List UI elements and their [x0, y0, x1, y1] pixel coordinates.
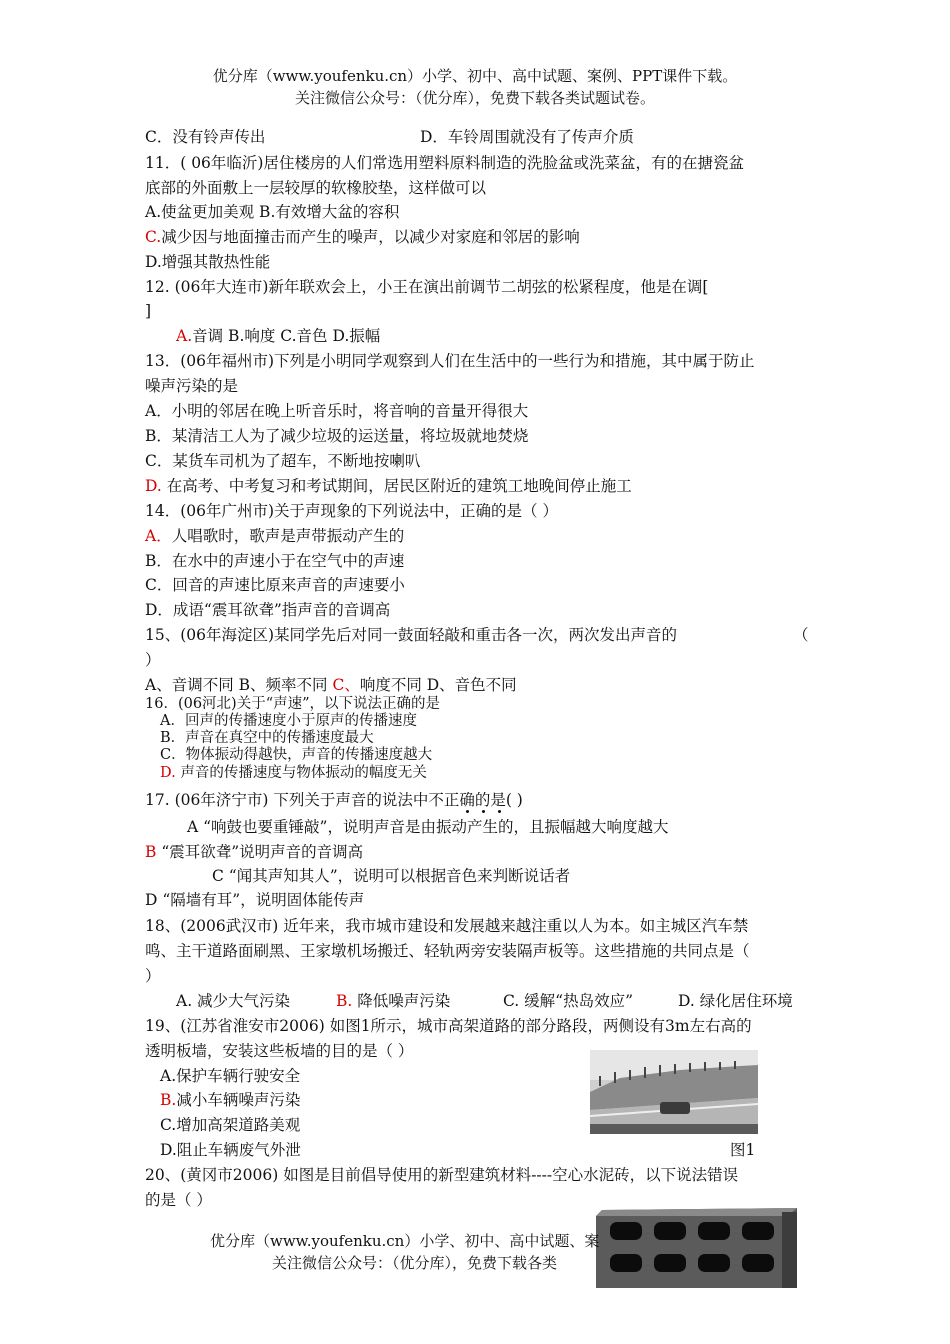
q17-option-c: C “闻其声知其人”，说明可以根据音色来判断说话者 — [212, 867, 571, 885]
q18-option-c: C. 缓解“热岛效应” — [503, 992, 634, 1010]
emphasis-dot — [466, 810, 469, 813]
q12-stem-2: ] — [145, 302, 152, 320]
hollow-brick-drawing — [592, 1202, 802, 1290]
q14-option-b: B．在水中的声速小于在空气中的声速 — [145, 552, 405, 570]
elevated-road-drawing — [590, 1050, 758, 1134]
q14-stem: 14．(06年广州市)关于声现象的下列说法中，正确的是（ ） — [145, 502, 558, 520]
q11-option-d: D.增强其散热性能 — [145, 253, 271, 271]
q18-option-d: D. 绿化居住环境 — [678, 992, 793, 1010]
q14-option-d: D．成语“震耳欲聋”指声音的音调高 — [145, 601, 391, 619]
answer-key: B. — [336, 992, 353, 1010]
answer-key: C. — [145, 228, 162, 246]
figure-1-caption: 图1 — [730, 1141, 756, 1159]
q10-option-d: D．车铃周围就没有了传声介质 — [420, 128, 634, 146]
answer-key: B. — [160, 1091, 177, 1109]
q20-stem-2: 的是（ ） — [145, 1191, 212, 1209]
q14-option-c: C．回音的声速比原来声音的声速要小 — [145, 576, 405, 594]
q17-option-d: D “隔墙有耳”，说明固体能传声 — [145, 891, 365, 909]
q10-option-c: C．没有铃声传出 — [145, 128, 266, 146]
q18-option-b: B. 降低噪声污染 — [336, 992, 451, 1010]
q13-option-a: A．小明的邻居在晚上听音乐时，将音响的音量开得很大 — [145, 402, 529, 420]
q16-option-c: C．物体振动得越快，声音的传播速度越大 — [160, 747, 433, 763]
answer-key: A． — [145, 527, 172, 545]
q18-stem-2: 鸣、主干道路面刷黑、王家墩机场搬迁、轻轨两旁安装隔声板等。这些措施的共同点是（ — [145, 942, 750, 960]
q19-option-a: A.保护车辆行驶安全 — [160, 1067, 301, 1085]
q14-option-a: A．人唱歌时，歌声是声带振动产生的 — [145, 527, 405, 545]
q13-stem-2: 噪声污染的是 — [145, 377, 239, 395]
q13-option-b: B．某清洁工人为了减少垃圾的运送量，将垃圾就地焚烧 — [145, 427, 529, 445]
header-line-1: 优分库（www.youfenku.cn）小学、初中、高中试题、案例、PPT课件下载。 — [212, 67, 738, 85]
q11-options-ab: A.使盆更加美观 B.有效增大盆的容积 — [145, 203, 400, 221]
q15-paren-close: ） — [145, 651, 161, 669]
q12-options: A.音调 B.响度 C.音色 D.振幅 — [176, 327, 381, 345]
q20-stem-1: 20、(黄冈市2006) 如图是目前倡导使用的新型建筑材料----空心水泥砖，以下说法错误 — [145, 1166, 739, 1184]
q11-stem-2: 底部的外面敷上一层较厚的软橡胶垫，这样做可以 — [145, 179, 487, 197]
footer-line-1: 优分库（www.youfenku.cn）小学、初中、高中试题、案 — [210, 1232, 600, 1250]
q19-option-d: D.阻止车辆废气外泄 — [160, 1141, 301, 1159]
q16-option-a: A．回声的传播速度小于原声的传播速度 — [160, 713, 417, 729]
q12-stem-1: 12. (06年大连市)新年联欢会上，小王在演出前调节二胡弦的松紧程度，他是在调[ — [145, 278, 709, 296]
q17-option-b: B “震耳欲聋”说明声音的音调高 — [145, 843, 364, 861]
q17-option-a: A “响鼓也要重锤敲”，说明声音是由振动产生的，且振幅越大响度越大 — [187, 818, 669, 836]
q11-option-c: C.减少因与地面撞击而产生的噪声，以减少对家庭和邻居的影响 — [145, 228, 580, 246]
header-line-2: 关注微信公众号：（优分库），免费下载各类试题试卷。 — [294, 89, 655, 107]
q13-option-d: D. 在高考、中考复习和考试期间，居民区附近的建筑工地晚间停止施工 — [145, 477, 632, 495]
emphasis-dot — [498, 810, 501, 813]
answer-key: A. — [176, 327, 193, 345]
answer-key: D. — [160, 765, 176, 781]
hollow-brick-photo — [592, 1202, 802, 1290]
q18-option-a: A. 减少大气污染 — [176, 992, 291, 1010]
q16-stem: 16．(06河北)关于“声速”，以下说法正确的是 — [145, 696, 441, 712]
q15-paren-open: （ — [793, 626, 809, 644]
q19-stem-2: 透明板墙，安装这些板墙的目的是（ ） — [145, 1042, 414, 1060]
q15-stem: 15、(06年海淀区)某同学先后对同一鼓面轻敲和重击各一次，两次发出声音的 — [145, 626, 678, 644]
elevated-road-photo — [590, 1050, 758, 1134]
q16-option-d: D. 声音的传播速度与物体振动的幅度无关 — [160, 765, 427, 781]
emphasis-dot — [482, 810, 485, 813]
q19-option-c: C.增加高架道路美观 — [160, 1116, 301, 1134]
q19-option-b: B.减小车辆噪声污染 — [160, 1091, 301, 1109]
footer-line-2: 关注微信公众号：（优分库），免费下载各类 — [272, 1254, 558, 1272]
q18-stem-1: 18、(2006武汉市) 近年来，我市城市建设和发展越来越注重以人为本。如主城区汽车禁 — [145, 917, 749, 935]
q11-stem-1: 11．( 06年临沂)居住楼房的人们常选用塑料原料制造的洗脸盆或洗菜盆，有的在搪瓷盆 — [145, 154, 744, 172]
q15-options: A、音调不同 B、频率不同 C、响度不同 D、音色不同 — [145, 676, 517, 694]
answer-key: C、 — [332, 676, 360, 694]
q13-stem-1: 13．(06年福州市)下列是小明同学观察到人们在生活中的一些行为和措施，其中属于防止 — [145, 352, 755, 370]
q16-option-b: B．声音在真空中的传播速度最大 — [160, 730, 374, 746]
q17-stem: 17. (06年济宁市) 下列关于声音的说法中不正确的是( ) — [145, 791, 523, 809]
answer-key: B — [145, 843, 157, 861]
q19-stem-1: 19、(江苏省淮安市2006) 如图1所示，城市高架道路的部分路段，两侧设有3m左右高的 — [145, 1017, 752, 1035]
answer-key: D. — [145, 477, 162, 495]
q18-stem-3: ） — [145, 967, 161, 985]
q13-option-c: C．某货车司机为了超车，不断地按喇叭 — [145, 452, 421, 470]
